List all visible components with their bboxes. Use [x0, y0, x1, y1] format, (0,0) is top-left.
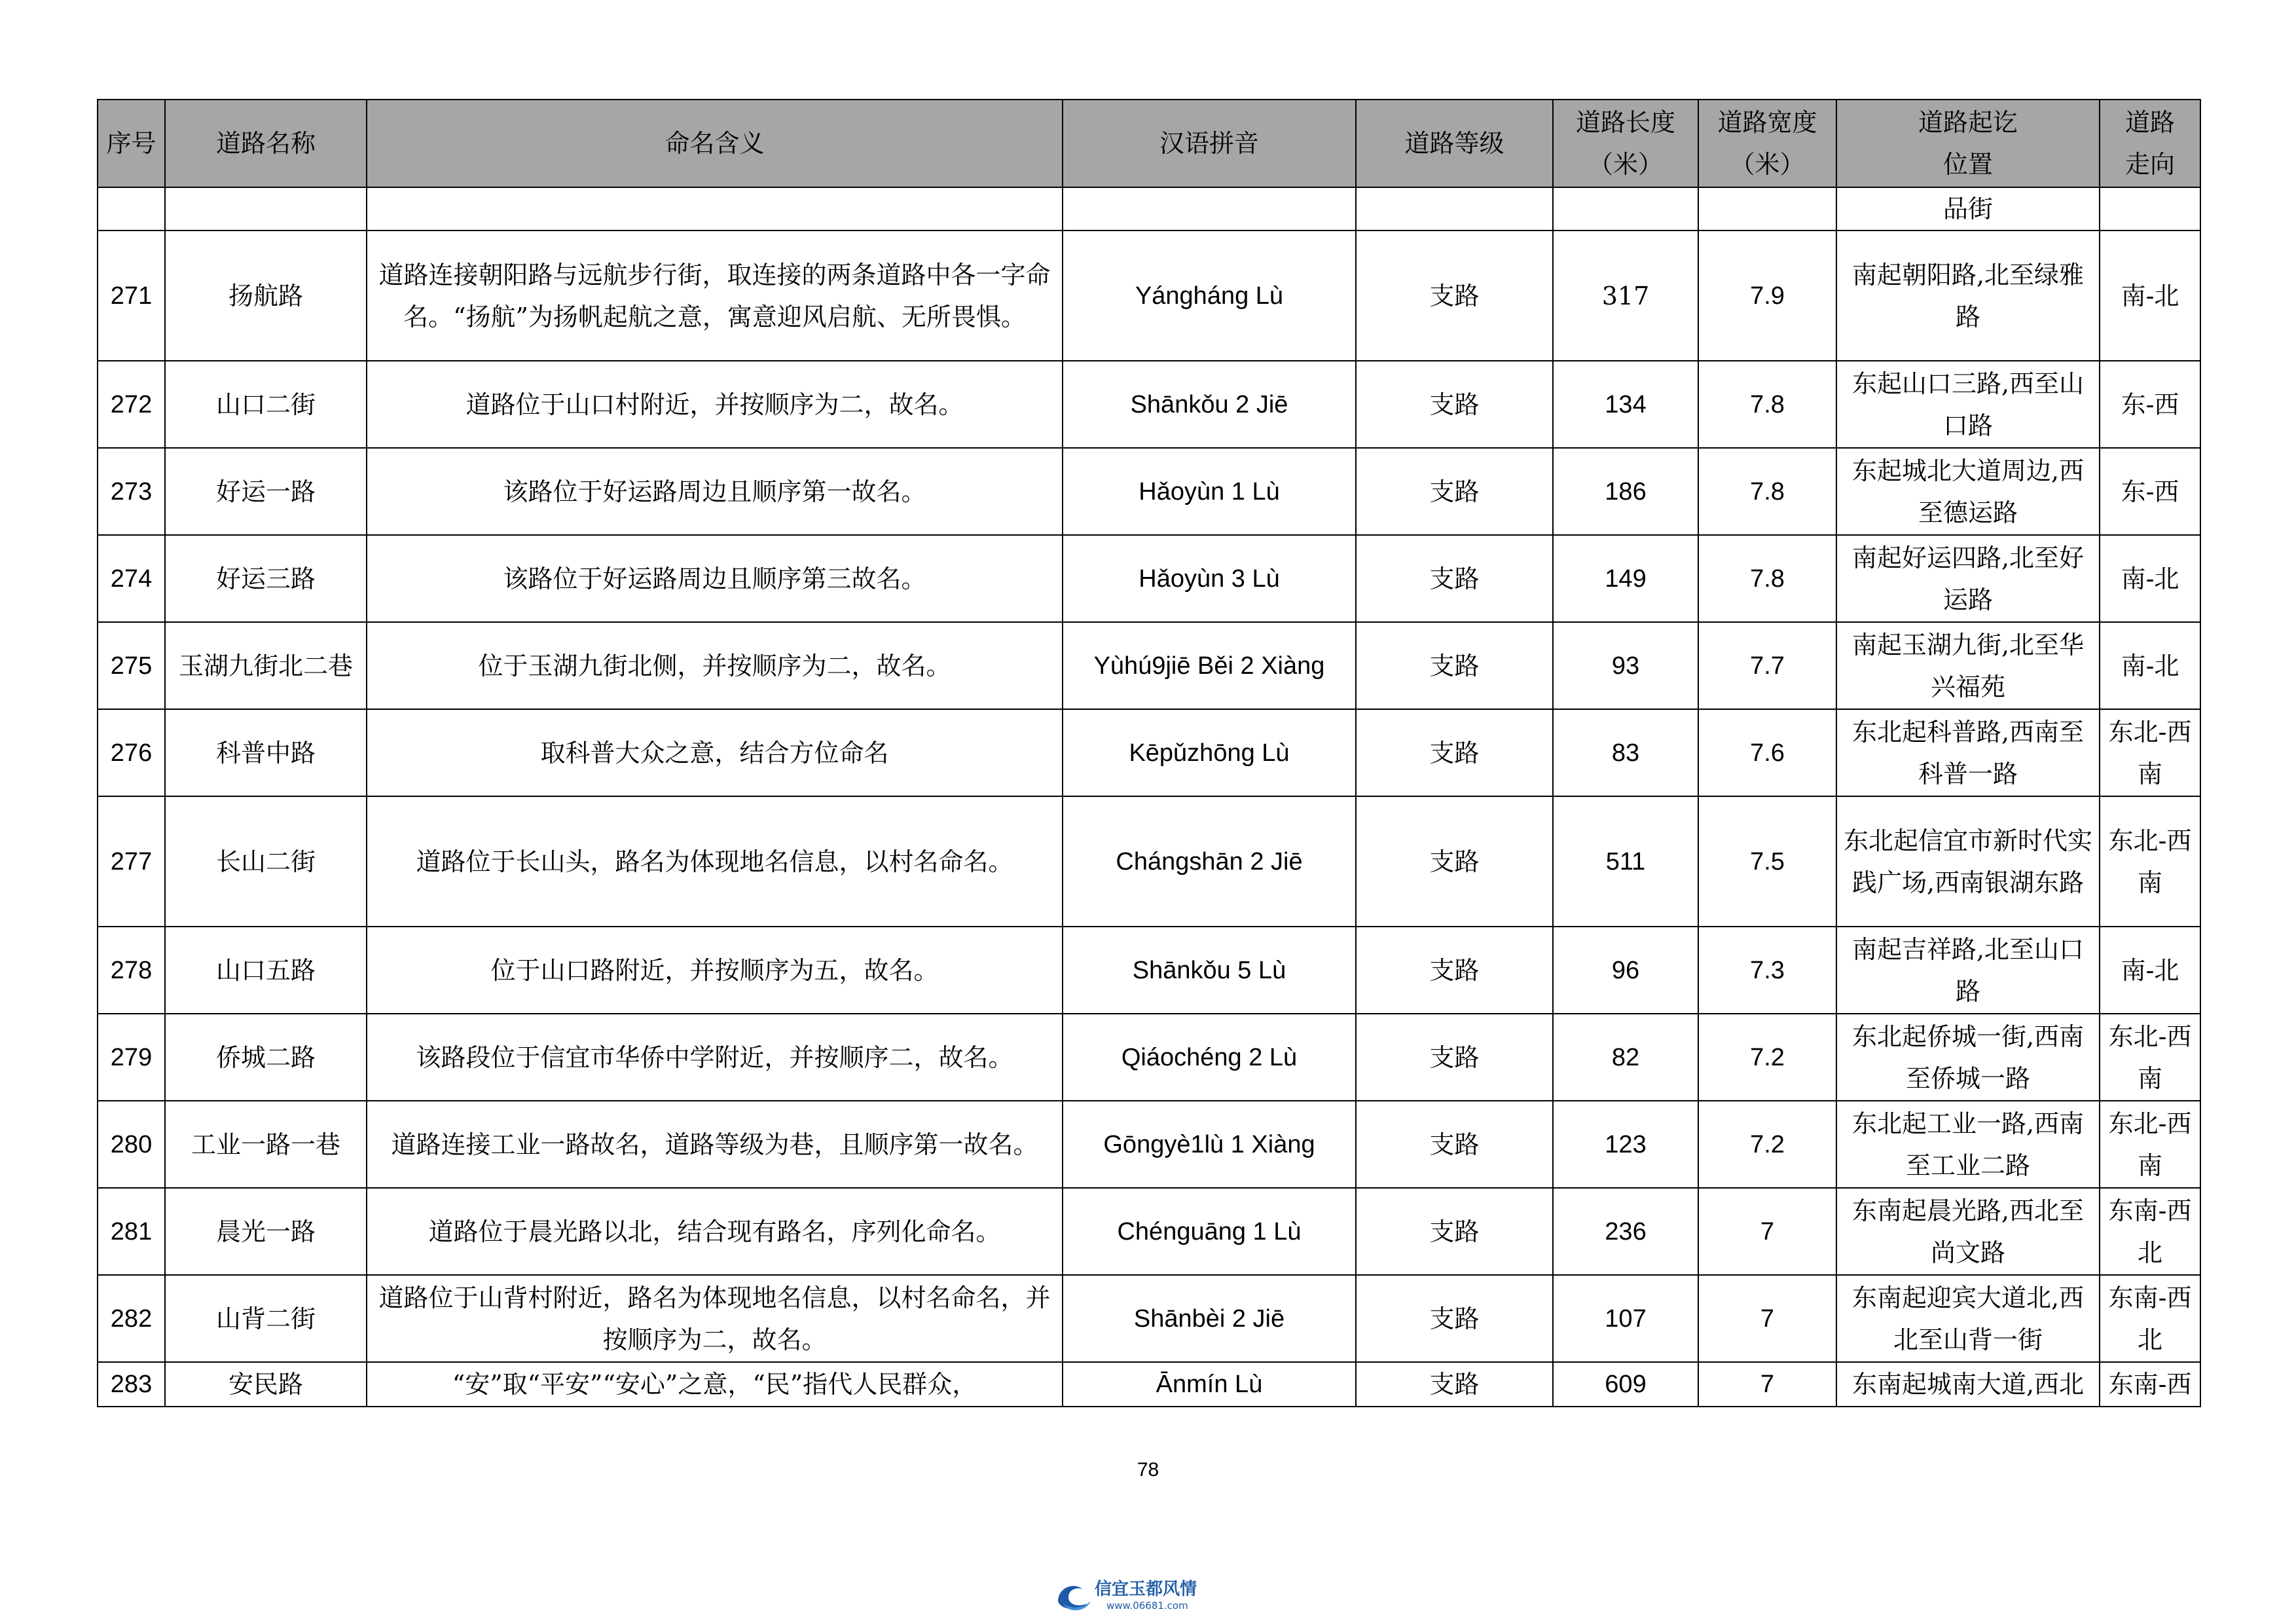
table-row [98, 1014, 2200, 1101]
header-direction-line2: 走向 [2124, 150, 2175, 179]
cell-meaning: 该路位于好运路周边且顺序第三故名。 [367, 535, 1063, 622]
cell-direction: 东-西 [2100, 361, 2200, 448]
cell-grade [1356, 187, 1553, 231]
cell-seq: 281 [98, 1188, 165, 1275]
cell-length: 82 [1553, 1014, 1698, 1101]
table-row [98, 1101, 2200, 1188]
cell-range: 南起朝阳路,北至绿雅路 [1836, 231, 2100, 361]
cell-pinyin: Yángháng Lù [1063, 231, 1356, 361]
cell-pinyin: Hǎoyùn 1 Lù [1063, 448, 1356, 535]
cell-range: 品街 [1836, 187, 2100, 231]
cell-width: 7.2 [1698, 1101, 1836, 1188]
cell-meaning: 该路位于好运路周边且顺序第一故名。 [367, 448, 1063, 535]
cell-range: 南起好运四路,北至好运路 [1836, 535, 2100, 622]
cell-name: 工业一路一巷 [165, 1101, 367, 1188]
cell-grade: 支路 [1356, 1275, 1553, 1362]
cell-width: 7.2 [1698, 1014, 1836, 1101]
cell-grade: 支路 [1356, 1188, 1553, 1275]
header-pinyin: 汉语拼音 [1063, 100, 1356, 187]
cell-grade: 支路 [1356, 927, 1553, 1014]
cell-direction: 东北-西南 [2100, 709, 2200, 796]
cell-pinyin: Chénguāng 1 Lù [1063, 1188, 1356, 1275]
cell-pinyin: Gōngyè1lù 1 Xiàng [1063, 1101, 1356, 1188]
cell-grade: 支路 [1356, 796, 1553, 927]
table-row-continuation [98, 187, 2200, 231]
table-row [98, 1188, 2200, 1275]
cell-grade: 支路 [1356, 1101, 1553, 1188]
cell-width: 7.3 [1698, 927, 1836, 1014]
cell-pinyin: Shānkǒu 2 Jiē [1063, 361, 1356, 448]
cell-pinyin: Ānmín Lù [1063, 1362, 1356, 1407]
cell-direction: 南-北 [2100, 231, 2200, 361]
header-range [1836, 100, 2100, 187]
page-number: 78 [1137, 1459, 1159, 1481]
cell-name: 山背二街 [165, 1275, 367, 1362]
cell-range: 东南起迎宾大道北,西北至山背一街 [1836, 1275, 2100, 1362]
header-width-line1: 道路宽度 [1717, 108, 1817, 137]
logo-url: www.06681.com [1106, 1600, 1188, 1612]
cell-width: 7.6 [1698, 709, 1836, 796]
road-naming-table [97, 99, 2201, 1407]
cell-direction [2100, 187, 2200, 231]
cell-pinyin: Yùhú9jiē Běi 2 Xiàng [1063, 622, 1356, 709]
cell-seq: 280 [98, 1101, 165, 1188]
cell-pinyin: Hǎoyùn 3 Lù [1063, 535, 1356, 622]
cell-range: 东南起晨光路,西北至尚文路 [1836, 1188, 2100, 1275]
cell-meaning: 该路段位于信宜市华侨中学附近，并按顺序二，故名。 [367, 1014, 1063, 1101]
table-row [98, 361, 2200, 448]
table-header-row [98, 100, 2200, 187]
cell-name: 侨城二路 [165, 1014, 367, 1101]
cell-length: 96 [1553, 927, 1698, 1014]
cell-seq [98, 187, 165, 231]
cell-name: 科普中路 [165, 709, 367, 796]
table-row [98, 535, 2200, 622]
cell-range: 东起山口三路,西至山口路 [1836, 361, 2100, 448]
cell-meaning: 道路位于山背村附近，路名为体现地名信息，以村名命名，并按顺序为二，故名。 [367, 1275, 1063, 1362]
cell-direction: 南-北 [2100, 622, 2200, 709]
cell-grade: 支路 [1356, 448, 1553, 535]
cell-direction: 东北-西南 [2100, 796, 2200, 927]
table-row [98, 622, 2200, 709]
header-grade: 道路等级 [1356, 100, 1553, 187]
table-row [98, 709, 2200, 796]
cell-length: 107 [1553, 1275, 1698, 1362]
cell-width: 7.8 [1698, 535, 1836, 622]
table-row [98, 448, 2200, 535]
cell-direction: 东-西 [2100, 448, 2200, 535]
table-row [98, 1362, 2200, 1407]
cell-width: 7.5 [1698, 796, 1836, 927]
cell-meaning: 位于玉湖九街北侧，并按顺序为二，故名。 [367, 622, 1063, 709]
header-length [1553, 100, 1698, 187]
cell-name: 晨光一路 [165, 1188, 367, 1275]
wave-logo-icon [1054, 1575, 1244, 1614]
cell-length: 236 [1553, 1188, 1698, 1275]
cell-length: 134 [1553, 361, 1698, 448]
table-row [98, 927, 2200, 1014]
cell-length: 511 [1553, 796, 1698, 927]
cell-direction: 南-北 [2100, 927, 2200, 1014]
cell-grade: 支路 [1356, 709, 1553, 796]
cell-range: 东北起侨城一街,西南至侨城一路 [1836, 1014, 2100, 1101]
cell-meaning [367, 187, 1063, 231]
cell-pinyin [1063, 187, 1356, 231]
header-direction-line1: 道路 [2124, 108, 2175, 137]
cell-seq: 283 [98, 1362, 165, 1407]
cell-grade: 支路 [1356, 535, 1553, 622]
cell-width: 7.8 [1698, 448, 1836, 535]
cell-grade: 支路 [1356, 361, 1553, 448]
cell-length: 123 [1553, 1101, 1698, 1188]
cell-meaning: 取科普大众之意，结合方位命名 [367, 709, 1063, 796]
cell-seq: 277 [98, 796, 165, 927]
cell-direction: 东南-西北 [2100, 1275, 2200, 1362]
cell-seq: 282 [98, 1275, 165, 1362]
cell-seq: 275 [98, 622, 165, 709]
cell-name [165, 187, 367, 231]
cell-range: 东南起城南大道,西北 [1836, 1362, 2100, 1407]
table-row [98, 1275, 2200, 1362]
cell-width: 7 [1698, 1188, 1836, 1275]
header-width-line2: （米） [1730, 150, 1805, 179]
cell-length: 317 [1553, 231, 1698, 361]
cell-range: 南起玉湖九街,北至华兴福苑 [1836, 622, 2100, 709]
cell-length: 93 [1553, 622, 1698, 709]
cell-direction: 南-北 [2100, 535, 2200, 622]
cell-meaning: 道路连接朝阳路与远航步行街，取连接的两条道路中各一字命名。“扬航”为扬帆起航之意，寓意迎风启航、无所畏惧。 [367, 231, 1063, 361]
cell-seq: 276 [98, 709, 165, 796]
cell-name: 扬航路 [165, 231, 367, 361]
cell-direction: 东北-西南 [2100, 1101, 2200, 1188]
header-length-line1: 道路长度 [1575, 108, 1675, 137]
table-row [98, 796, 2200, 927]
header-meaning: 命名含义 [367, 100, 1063, 187]
cell-width: 7 [1698, 1275, 1836, 1362]
site-logo [1054, 1575, 1244, 1614]
cell-length: 609 [1553, 1362, 1698, 1407]
cell-seq: 279 [98, 1014, 165, 1101]
cell-grade: 支路 [1356, 1362, 1553, 1407]
cell-range: 南起吉祥路,北至山口路 [1836, 927, 2100, 1014]
cell-length: 83 [1553, 709, 1698, 796]
cell-direction: 东南-西北 [2100, 1188, 2200, 1275]
cell-width: 7.8 [1698, 361, 1836, 448]
cell-range: 东北起工业一路,西南至工业二路 [1836, 1101, 2100, 1188]
cell-seq: 274 [98, 535, 165, 622]
cell-name: 安民路 [165, 1362, 367, 1407]
cell-grade: 支路 [1356, 1014, 1553, 1101]
cell-grade: 支路 [1356, 231, 1553, 361]
header-range-line1: 道路起讫 [1918, 108, 2018, 137]
cell-meaning: “安”取“平安”“安心”之意，“民”指代人民群众， [367, 1362, 1063, 1407]
cell-width: 7.9 [1698, 231, 1836, 361]
cell-seq: 278 [98, 927, 165, 1014]
cell-name: 山口二街 [165, 361, 367, 448]
cell-pinyin: Qiáochéng 2 Lù [1063, 1014, 1356, 1101]
cell-pinyin: Shānbèi 2 Jiē [1063, 1275, 1356, 1362]
cell-seq: 272 [98, 361, 165, 448]
cell-direction: 东北-西南 [2100, 1014, 2200, 1101]
cell-pinyin: Shānkǒu 5 Lù [1063, 927, 1356, 1014]
cell-width: 7.7 [1698, 622, 1836, 709]
cell-seq: 271 [98, 231, 165, 361]
cell-meaning: 道路连接工业一路故名，道路等级为巷，且顺序第一故名。 [367, 1101, 1063, 1188]
cell-meaning: 位于山口路附近，并按顺序为五，故名。 [367, 927, 1063, 1014]
cell-width [1698, 187, 1836, 231]
cell-length [1553, 187, 1698, 231]
cell-range: 东北起信宜市新时代实践广场,西南银湖东路 [1836, 796, 2100, 927]
cell-name: 玉湖九街北二巷 [165, 622, 367, 709]
cell-pinyin: Kēpǔzhōng Lù [1063, 709, 1356, 796]
cell-pinyin: Chángshān 2 Jiē [1063, 796, 1356, 927]
header-direction [2100, 100, 2200, 187]
cell-meaning: 道路位于长山头，路名为体现地名信息，以村名命名。 [367, 796, 1063, 927]
cell-meaning: 道路位于晨光路以北，结合现有路名，序列化命名。 [367, 1188, 1063, 1275]
header-seq: 序号 [98, 100, 165, 187]
cell-name: 长山二街 [165, 796, 367, 927]
cell-width: 7 [1698, 1362, 1836, 1407]
header-range-line2: 位置 [1942, 150, 1993, 179]
cell-length: 186 [1553, 448, 1698, 535]
cell-name: 山口五路 [165, 927, 367, 1014]
cell-length: 149 [1553, 535, 1698, 622]
table-row [98, 231, 2200, 361]
cell-direction: 东南-西 [2100, 1362, 2200, 1407]
header-name: 道路名称 [165, 100, 367, 187]
cell-seq: 273 [98, 448, 165, 535]
cell-grade: 支路 [1356, 622, 1553, 709]
logo-title: 信宜玉都风情 [1095, 1579, 1197, 1599]
cell-name: 好运一路 [165, 448, 367, 535]
cell-meaning: 道路位于山口村附近，并按顺序为二，故名。 [367, 361, 1063, 448]
cell-range: 东北起科普路,西南至科普一路 [1836, 709, 2100, 796]
header-length-line2: （米） [1588, 150, 1663, 179]
cell-name: 好运三路 [165, 535, 367, 622]
cell-range: 东起城北大道周边,西至德运路 [1836, 448, 2100, 535]
header-width [1698, 100, 1836, 187]
